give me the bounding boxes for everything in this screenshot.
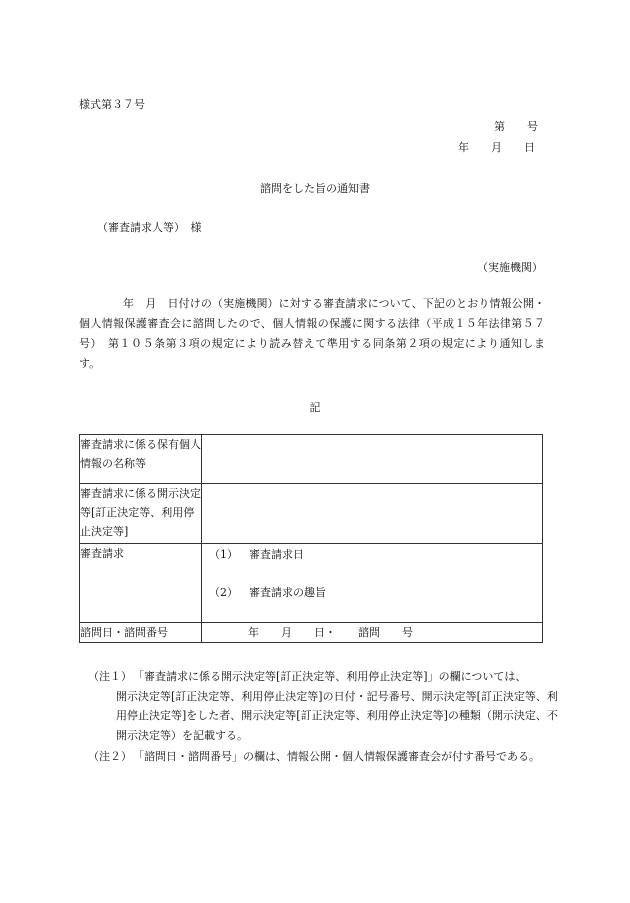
table-value-cell bbox=[202, 544, 543, 623]
row1-label: 審査請求に係る保有個人情報の名称等 bbox=[80, 438, 201, 470]
table-row bbox=[80, 544, 543, 623]
table-label-cell bbox=[80, 484, 202, 544]
ki-heading: 記 bbox=[309, 401, 321, 414]
issuing-agency: （実施機関） bbox=[477, 261, 543, 274]
note-2-text: 「諮問日・諮問番号」の欄は、情報公開・個人情報保護審査会が付す番号である。 bbox=[133, 750, 540, 763]
table-value-cell bbox=[202, 484, 543, 544]
note-2-tag: （注２） bbox=[88, 750, 132, 763]
row3-label: 審査請求 bbox=[80, 547, 124, 560]
form-number: 様式第３７号 bbox=[79, 98, 145, 111]
request-item-1 bbox=[202, 545, 542, 564]
table-label-cell bbox=[80, 435, 202, 484]
request-item-1-text: 審査請求日 bbox=[249, 548, 304, 561]
note-1-tag: （注１） bbox=[88, 670, 132, 683]
note-1 bbox=[88, 667, 558, 745]
note-1-first-line: 「審査請求に係る開示決定等[訂正決定等、利用停止決定等]」の欄については、 bbox=[133, 670, 527, 683]
addressee: （審査請求人等） 様 bbox=[97, 221, 202, 234]
table-label-cell bbox=[80, 623, 202, 643]
table-value-cell bbox=[202, 435, 543, 484]
note-1-continuation: 開示決定等[訂正決定等、利用停止決定等]の日付・記号番号、開示決定等[訂正決定等、利用停止決定等]をした者、開示決定等[訂正決定等、利用停止決定等]の種類（開示決定、不開示決定等）を記載する。 bbox=[116, 689, 558, 742]
row4-label: 諮問日・諮問番号 bbox=[80, 626, 168, 639]
table-label-cell bbox=[80, 544, 202, 623]
table-row bbox=[80, 435, 543, 484]
body-paragraph: 年 月 日付けの（実施機関）に対する審査請求について、下記のとおり情報公開・個人情報保護審査会に諮問したので、個人情報の保護に関する法律（平成１５年法律第５７号） 第１０５条第３項の規定により読み替えて準用する同条第２項の規定により通知します。 bbox=[79, 297, 545, 370]
request-item-1-number: （1） bbox=[209, 548, 238, 561]
document-date: 年 月 日 bbox=[458, 141, 535, 154]
row2-label: 審査請求に係る開示決定等[訂正決定等、利用停止決定等] bbox=[80, 487, 201, 538]
info-table bbox=[79, 434, 543, 643]
note-2 bbox=[88, 747, 558, 767]
request-item-2-number: （2） bbox=[209, 586, 238, 599]
table-row bbox=[80, 484, 543, 544]
request-item-2-text: 審査請求の趣旨 bbox=[249, 586, 326, 599]
table-row bbox=[80, 623, 543, 643]
consultation-date-number: 年 月 日・ 諮問 号 bbox=[248, 626, 413, 639]
document-number: 第 号 bbox=[494, 120, 538, 133]
document-title: 諮問をした旨の通知書 bbox=[260, 182, 370, 195]
request-item-2 bbox=[202, 583, 542, 602]
table-value-cell bbox=[202, 623, 543, 643]
